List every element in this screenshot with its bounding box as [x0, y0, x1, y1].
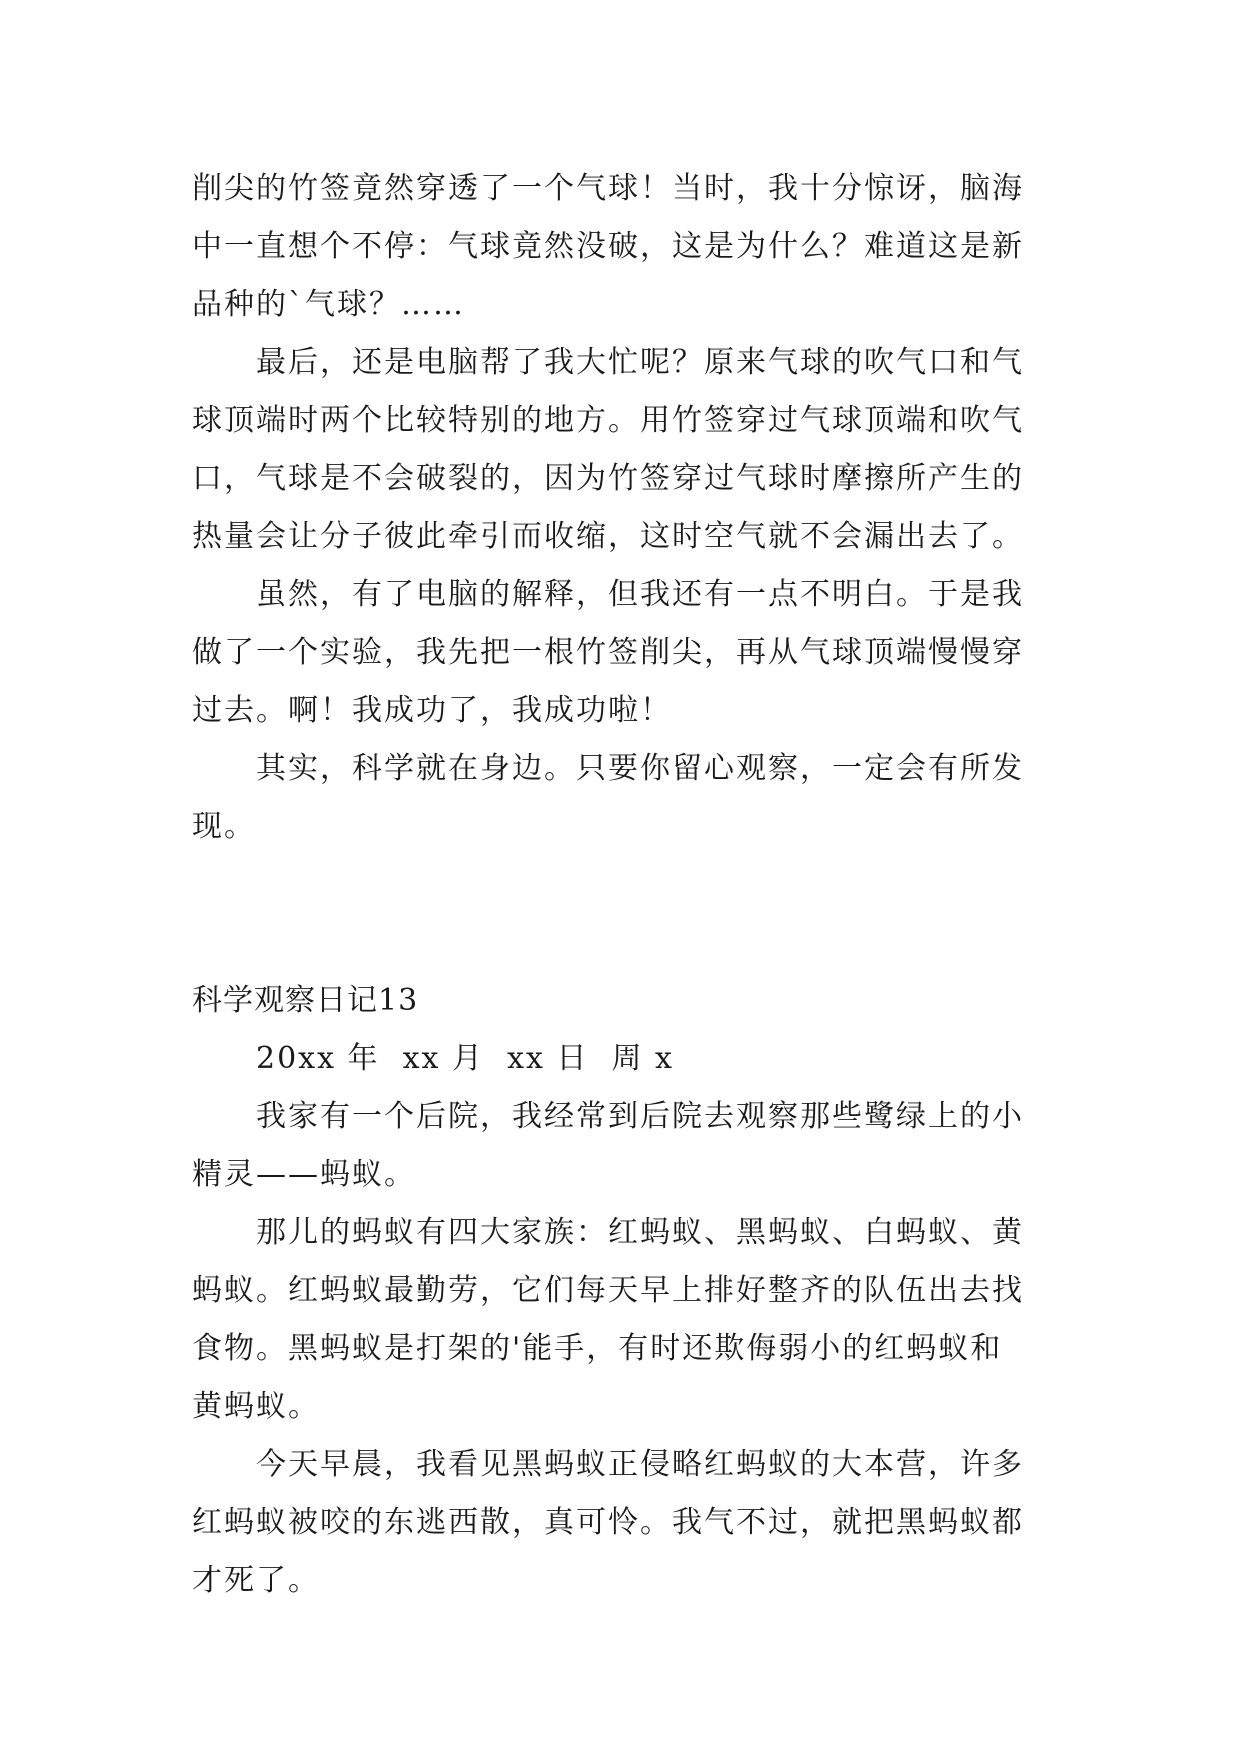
text-line: 黄蚂蚁。 [192, 1389, 320, 1424]
text-line: 那儿的蚂蚁有四大家族：红蚂蚁、黑蚂蚁、白蚂蚁、黄 [256, 1215, 1024, 1250]
paragraph-ant-1 [192, 1088, 1072, 1204]
text-line: 中一直想个不停：气球竟然没破，这是为什么？难道这是新 [192, 229, 1024, 264]
text-line: 最后，还是电脑帮了我大忙呢？原来气球的吹气口和气 [256, 345, 1024, 380]
text-line: 才死了。 [192, 1563, 320, 1598]
text-line: 口，气球是不会破裂的，因为竹签穿过气球时摩擦所产生的 [192, 461, 1024, 496]
text-line: 虽然，有了电脑的解释，但我还有一点不明白。于是我 [256, 577, 1024, 612]
text-line: 食物。黑蚂蚁是打架的'能手，有时还欺侮弱小的红蚂蚁和 [192, 1331, 1003, 1366]
text-line: 过去。啊！我成功了，我成功啦！ [192, 693, 672, 728]
paragraph-ant-3 [192, 1436, 1072, 1610]
section-gap [192, 856, 1072, 972]
text-line: 精灵——蚂蚁。 [192, 1157, 416, 1192]
paragraph-balloon-1 [192, 160, 1072, 334]
paragraph-balloon-3 [192, 566, 1072, 740]
text-line: 热量会让分子彼此牵引而收缩，这时空气就不会漏出去了。 [192, 519, 1024, 554]
section-heading: 科学观察日记13 [192, 983, 419, 1018]
text-line: 今天早晨，我看见黑蚂蚁正侵略红蚂蚁的大本营，许多 [256, 1447, 1024, 1482]
document-page [192, 160, 1072, 1610]
paragraph-ant-2 [192, 1204, 1072, 1436]
text-line: 品种的`气球？…… [192, 287, 465, 322]
paragraph-balloon-4 [192, 740, 1072, 856]
text-line: 现。 [192, 809, 256, 844]
text-line: 我家有一个后院，我经常到后院去观察那些鹭绿上的小 [256, 1099, 1024, 1134]
text-line: 削尖的竹签竟然穿透了一个气球！当时，我十分惊讶，脑海 [192, 171, 1024, 206]
text-line: 红蚂蚁被咬的东逃西散，真可怜。我气不过，就把黑蚂蚁都 [192, 1505, 1024, 1540]
text-line: 做了一个实验，我先把一根竹签削尖，再从气球顶端慢慢穿 [192, 635, 1024, 670]
text-line: 蚂蚁。红蚂蚁最勤劳，它们每天早上排好整齐的队伍出去找 [192, 1273, 1024, 1308]
text-line: 球顶端时两个比较特别的地方。用竹签穿过气球顶端和吹气 [192, 403, 1024, 438]
paragraph-balloon-2 [192, 334, 1072, 566]
text-line: 其实，科学就在身边。只要你留心观察，一定会有所发 [256, 751, 1024, 786]
date-line: 20xx 年 xx 月 xx 日 周 x [256, 1041, 674, 1076]
